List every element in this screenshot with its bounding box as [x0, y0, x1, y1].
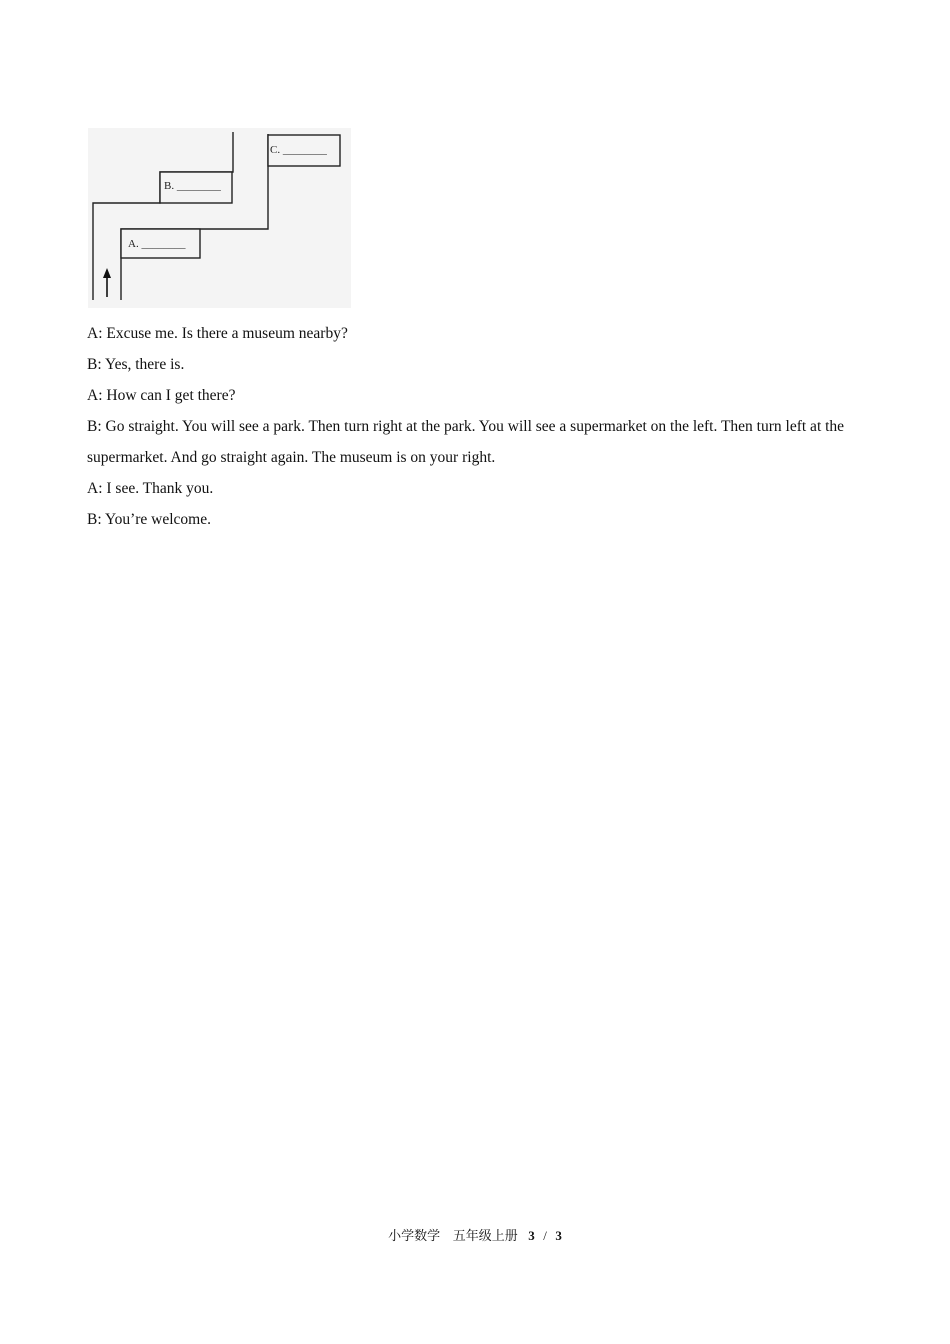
- footer-page-current: 3: [528, 1228, 535, 1243]
- map-label-c: C. ________: [270, 144, 327, 156]
- footer-separator: /: [543, 1228, 547, 1243]
- footer-subject: 小学数学: [388, 1228, 441, 1243]
- dialogue-line: B: Go straight. You will see a park. Then turn right at the park. You will see a supermarket on the left. Then turn left at the supermarket. And go straight again. The museum is on your right.: [87, 418, 845, 466]
- dialogue-line: A: I see. Thank you.: [87, 480, 214, 497]
- dialogue: [87, 318, 857, 535]
- arrow-up-icon: [103, 268, 111, 297]
- dialogue-line: A: How can I get there?: [87, 387, 236, 404]
- footer-page-total: 3: [555, 1228, 562, 1243]
- dialogue-line: A: Excuse me. Is there a museum nearby?: [87, 325, 348, 342]
- page-footer: [0, 1226, 950, 1246]
- route-map: [88, 128, 351, 308]
- dialogue-line: B: You’re welcome.: [87, 511, 211, 528]
- road-edge-outer: [93, 132, 233, 300]
- footer-grade: 五年级上册: [452, 1228, 518, 1243]
- road-edge-inner: [121, 134, 268, 300]
- dialogue-line: B: Yes, there is.: [87, 356, 185, 373]
- map-label-a: A. ________: [128, 238, 186, 250]
- map-label-b: B. ________: [164, 180, 221, 192]
